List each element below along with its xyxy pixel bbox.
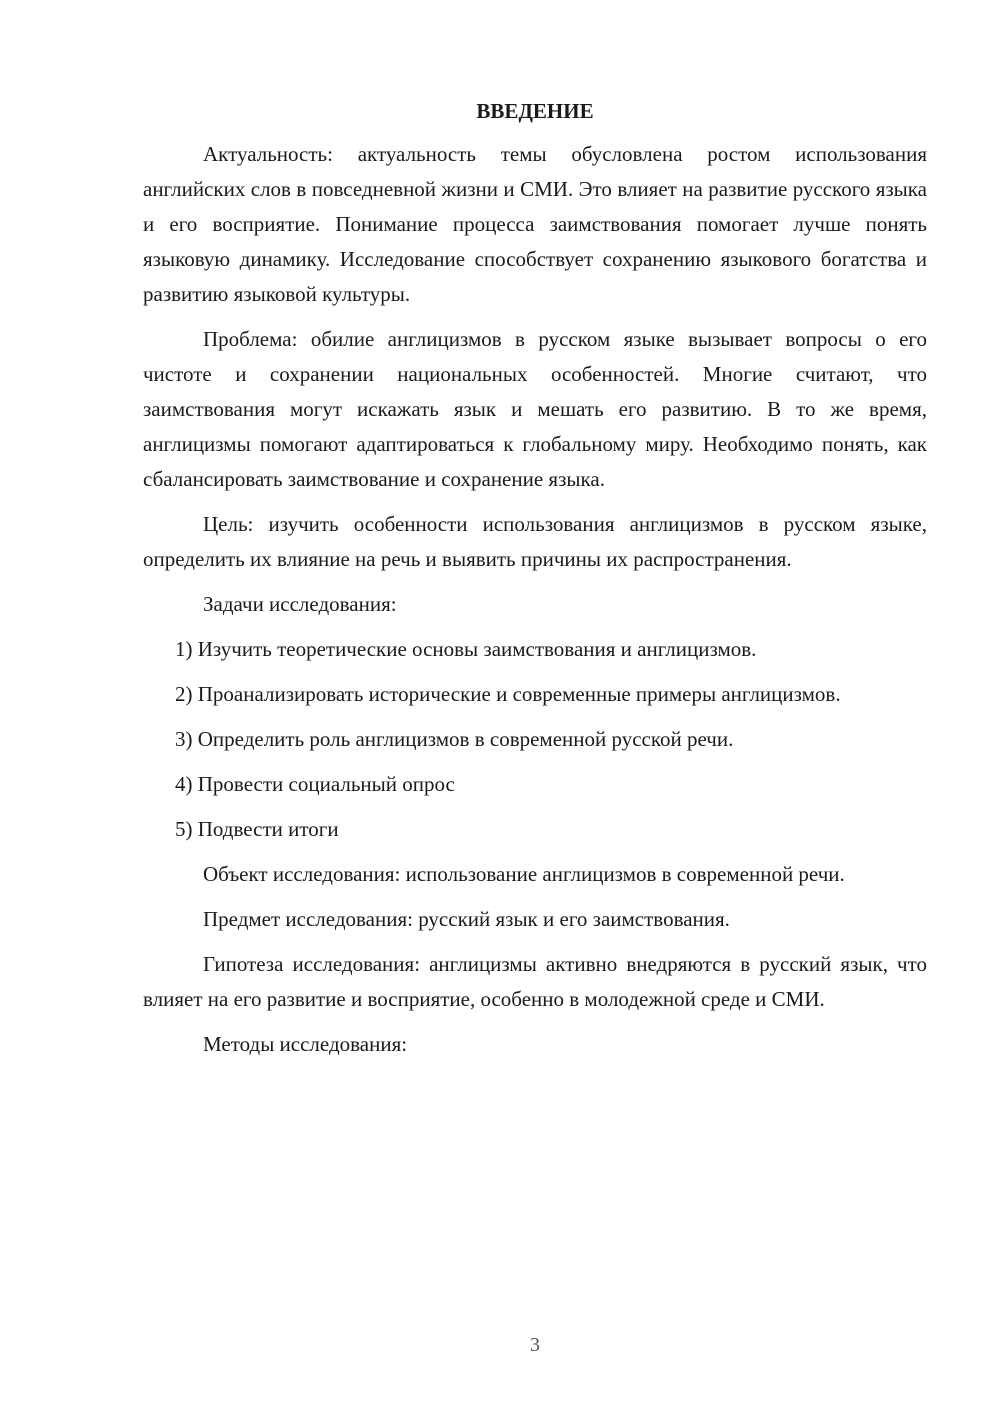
methods-heading: Методы исследования: — [203, 1032, 408, 1056]
task-item-3: 3) Определить роль англицизмов в современной русской речи. — [175, 727, 734, 751]
page-number: 3 — [530, 1334, 540, 1356]
task-item-5: 5) Подвести итоги — [175, 817, 339, 841]
page-title: ВВЕДЕНИЕ — [476, 99, 594, 123]
task-item-4: 4) Провести социальный опрос — [175, 772, 455, 796]
paragraph-hypothesis: Гипотеза исследования: англицизмы активно внедряются в русский язык, что влияет на его развитие и восприятие, особенно в молодежной среде и СМИ. — [143, 952, 927, 1011]
paragraph-object: Объект исследования: использование англицизмов в современной речи. — [203, 862, 845, 886]
task-item-2: 2) Проанализировать исторические и современные примеры англицизмов. — [175, 682, 841, 706]
paragraph-problem: Проблема: обилие англицизмов в русском языке вызывает вопросы о его чистоте и сохранении национальных особенностей. Многие считают, что заимствования могут искажать язык и мешать его развитию. В то же время, англицизмы помогают адаптироваться к глобальному миру. Необходимо понять, как сбалансировать заимствование и сохранение языка. — [143, 327, 927, 491]
paragraph-relevance: Актуальность: актуальность темы обусловлена ростом использования английских слов в повседневной жизни и СМИ. Это влияет на развитие русского языка и его восприятие. Понимание процесса заимствования помогает лучше понять языковую динамику. Исследование способствует сохранению языкового богатства и развитию языковой культуры. — [143, 142, 927, 306]
tasks-heading: Задачи исследования: — [203, 592, 397, 616]
paragraph-subject: Предмет исследования: русский язык и его заимствования. — [203, 907, 730, 931]
page-body — [143, 95, 927, 1072]
paragraph-goal: Цель: изучить особенности использования англицизмов в русском языке, определить их влияние на речь и выявить причины их распространения. — [143, 512, 927, 571]
task-item-1: 1) Изучить теоретические основы заимствования и англицизмов. — [175, 637, 757, 661]
